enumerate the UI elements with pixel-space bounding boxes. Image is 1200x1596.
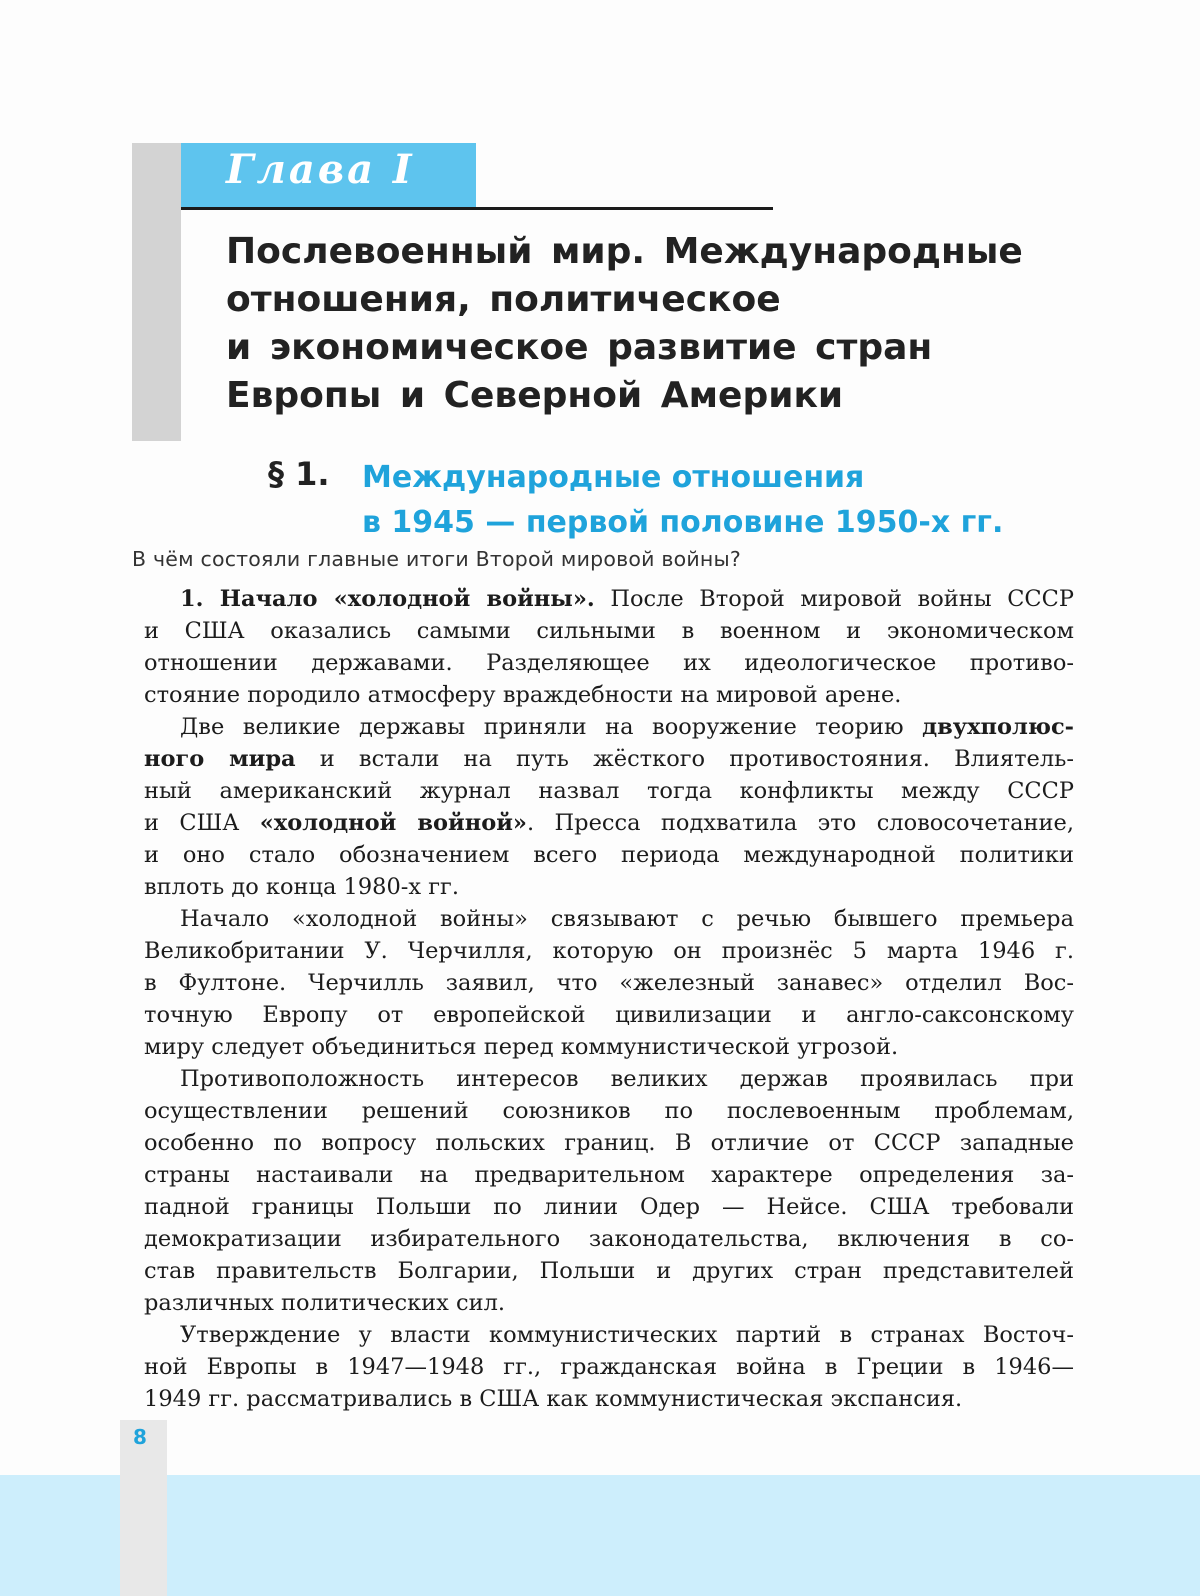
chapter-side-bar xyxy=(132,143,181,441)
text-line: став правительств Болгарии, Польши и других стран представителей xyxy=(144,1258,1074,1284)
term-bold: двухполюс- xyxy=(922,714,1074,740)
section-title xyxy=(362,455,1003,545)
text-line: Начало «холодной войны» связывают с речью бывшего премьера xyxy=(180,906,1074,932)
paragraph xyxy=(144,1319,1074,1415)
paragraph xyxy=(144,583,1074,711)
text-line: различных политических сил. xyxy=(144,1290,506,1316)
paragraph-lead: 1. Начало «холодной войны». xyxy=(180,586,595,612)
section-title-line: в 1945 — первой половине 1950-х гг. xyxy=(362,505,1004,540)
text-line: ной Европы в 1947—1948 гг., гражданская война в Греции в 1946— xyxy=(144,1354,1074,1380)
text-line: демократизации избирательного законодательства, включения в со- xyxy=(144,1226,1074,1252)
text-line: Противоположность интересов великих держав проявилась при xyxy=(180,1066,1074,1092)
text-line: точную Европу от европейской цивилизации и англо-саксонскому xyxy=(144,1002,1074,1028)
text-line: 1. Начало «холодной войны». После Второй мировой войны СССР xyxy=(180,586,1075,612)
footer-band-right xyxy=(167,1475,1200,1596)
chapter-label: Глава I xyxy=(226,146,415,193)
chapter-title xyxy=(226,228,1106,420)
section-number: § 1. xyxy=(268,455,330,493)
chapter-rule xyxy=(181,207,773,210)
text-line: миру следует объединиться перед коммунистической угрозой. xyxy=(144,1034,899,1060)
text-line: падной границы Польши по линии Одер — Нейсе. США требовали xyxy=(144,1194,1074,1220)
lead-question: В чём состояли главные итоги Второй мировой войны? xyxy=(132,547,741,571)
paragraph xyxy=(144,1063,1074,1319)
chapter-title-line: Послевоенный мир. Международные xyxy=(226,231,1023,272)
footer-band-left xyxy=(0,1475,120,1596)
text-line: осуществлении решений союзников по послевоенным проблемам, xyxy=(144,1098,1074,1124)
chapter-title-line: отношения, политическое xyxy=(226,279,781,320)
text-line: отношении державами. Разделяющее их идеологическое противо- xyxy=(144,650,1074,676)
chapter-title-line: Европы и Северной Америки xyxy=(226,375,844,416)
term-bold: «холодной войной» xyxy=(259,810,527,836)
paragraph xyxy=(144,903,1074,1063)
text-line: и США «холодной войной». Пресса подхватила это словосочетание, xyxy=(144,810,1075,836)
text-line: 1949 гг. рассматривались в США как коммунистическая экспансия. xyxy=(144,1386,963,1412)
text-line: особенно по вопросу польских границ. В отличие от СССР западные xyxy=(144,1130,1074,1156)
term-bold: ного мира xyxy=(144,746,296,772)
text-line: страны настаивали на предварительном характере определения за- xyxy=(144,1162,1074,1188)
body-text xyxy=(144,583,1074,1415)
text-line: Великобритании У. Черчилля, которую он произнёс 5 марта 1946 г. xyxy=(144,938,1074,964)
text-line: вплоть до конца 1980-х гг. xyxy=(144,874,459,900)
text-line: в Фултоне. Черчилль заявил, что «железный занавес» отделил Вос- xyxy=(144,970,1074,996)
page-number: 8 xyxy=(133,1425,147,1449)
chapter-title-line: и экономическое развитие стран xyxy=(226,327,933,368)
text-line: Утверждение у власти коммунистических партий в странах Восточ- xyxy=(180,1322,1074,1348)
section-title-line: Международные отношения xyxy=(362,460,865,495)
text-line: и оно стало обозначением всего периода международной политики xyxy=(144,842,1074,868)
paragraph xyxy=(144,711,1074,903)
text-line: ный американский журнал назвал тогда конфликты между СССР xyxy=(144,778,1074,804)
text-line: стояние породило атмосферу враждебности на мировой арене. xyxy=(144,682,902,708)
text-line: ного мира и встали на путь жёсткого противостояния. Влиятель- xyxy=(144,746,1074,772)
text-line: Две великие державы приняли на вооружение теорию двухполюс- xyxy=(180,714,1074,740)
text-line: и США оказались самыми сильными в военном и экономическом xyxy=(144,618,1074,644)
